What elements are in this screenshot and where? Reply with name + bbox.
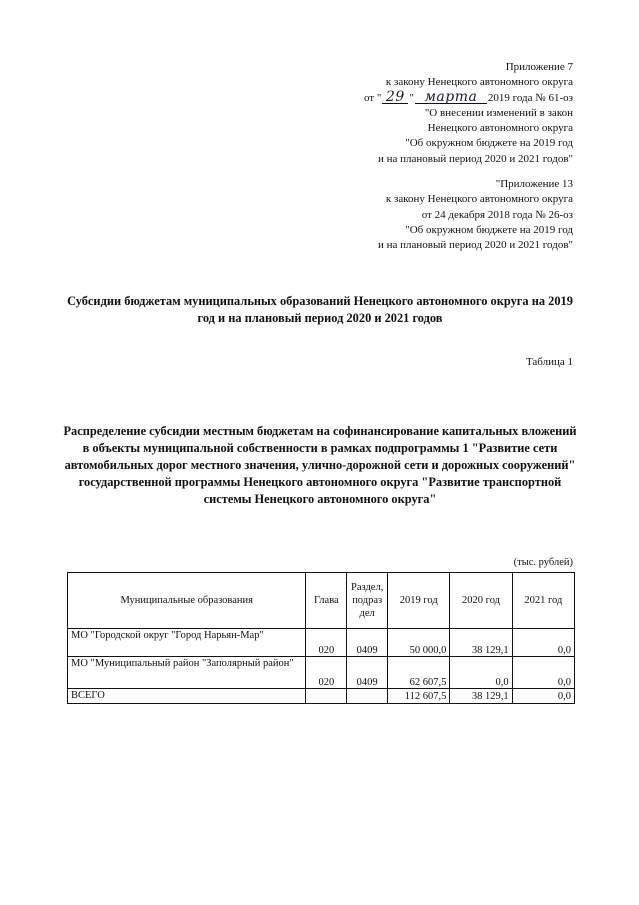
cell-2019: 62 607,5 bbox=[388, 657, 450, 689]
table-row bbox=[68, 657, 575, 689]
table-total-row bbox=[68, 689, 575, 704]
orig-appendix-number: "Приложение 13 bbox=[495, 178, 573, 190]
cell-razdel: 0409 bbox=[347, 629, 388, 657]
orig-appendix-line-5: и на плановый период 2020 и 2021 годов" bbox=[377, 239, 573, 252]
appendix-line-4: "О внесении изменений в закон bbox=[424, 106, 573, 119]
table-number: Таблица 1 bbox=[525, 356, 573, 368]
table-subtitle: Распределение субсидии местным бюджетам на софинансирование капитальных вложений в объекты муниципальной собственности в рамках подпрограммы 1 "Развитие сети автомобильных дорог местного значения, улично-дорожной сети и дорожных сооружений" государственной программы Ненецкого автономного округа "Развитие транспортной системы Ненецкого автономного округа" bbox=[63, 424, 577, 506]
header-razdel: Раздел, подраз дел bbox=[347, 573, 388, 629]
cell-total-label: ВСЕГО bbox=[68, 689, 306, 704]
cell-total-2020: 38 129,1 bbox=[450, 689, 512, 704]
cell-2020: 0,0 bbox=[450, 657, 512, 689]
cell-municipality: МО "Городской округ "Город Нарьян-Мар" bbox=[68, 629, 306, 657]
cell-2020: 38 129,1 bbox=[450, 629, 512, 657]
header-2021: 2021 год bbox=[512, 573, 574, 629]
date-prefix: от " bbox=[363, 91, 382, 104]
handwritten-day: 29 bbox=[382, 91, 408, 104]
handwritten-month: марта bbox=[415, 91, 487, 104]
cell-total-2021: 0,0 bbox=[512, 689, 574, 704]
original-appendix-header bbox=[313, 177, 573, 253]
table-row bbox=[68, 629, 575, 657]
appendix-line-6: "Об окружном бюджете на 2019 год bbox=[405, 137, 573, 150]
appendix-header bbox=[313, 60, 573, 167]
date-mid: " bbox=[409, 91, 414, 104]
cell-total-2019: 112 607,5 bbox=[388, 689, 450, 704]
cell-municipality: МО "Муниципальный район "Заполярный район" bbox=[68, 657, 306, 689]
appendix-date-line bbox=[313, 88, 573, 106]
table-header-row bbox=[68, 573, 575, 629]
orig-appendix-law-ref: к закону Ненецкого автономного округа bbox=[385, 193, 573, 206]
appendix-number: Приложение 7 bbox=[505, 61, 573, 73]
header-2020: 2020 год bbox=[450, 573, 512, 629]
cell-glava: 020 bbox=[306, 657, 347, 689]
subsidy-table bbox=[67, 572, 575, 704]
units-label: (тыс. рублей) bbox=[513, 557, 573, 568]
cell-2021: 0,0 bbox=[512, 657, 574, 689]
cell-2021: 0,0 bbox=[512, 629, 574, 657]
orig-appendix-date: от 24 декабря 2018 года № 26-оз bbox=[421, 208, 573, 221]
cell-total-razdel bbox=[347, 689, 388, 704]
orig-appendix-line-4: "Об окружном бюджете на 2019 год bbox=[405, 223, 573, 236]
header-municipality: Муниципальные образования bbox=[68, 573, 306, 629]
cell-razdel: 0409 bbox=[347, 657, 388, 689]
document-title: Субсидии бюджетам муниципальных образований Ненецкого автономного округа на 2019 год и на плановый период 2020 и 2021 годов bbox=[67, 294, 573, 325]
appendix-law-ref: к закону Ненецкого автономного округа bbox=[385, 76, 573, 89]
cell-total-glava bbox=[306, 689, 347, 704]
cell-glava: 020 bbox=[306, 629, 347, 657]
cell-2019: 50 000,0 bbox=[388, 629, 450, 657]
date-suffix: 2019 года № 61-оз bbox=[487, 91, 573, 104]
appendix-line-7: и на плановый период 2020 и 2021 годов" bbox=[377, 152, 573, 165]
header-2019: 2019 год bbox=[388, 573, 450, 629]
appendix-line-5: Ненецкого автономного округа bbox=[427, 122, 573, 135]
header-glava: Глава bbox=[306, 573, 347, 629]
